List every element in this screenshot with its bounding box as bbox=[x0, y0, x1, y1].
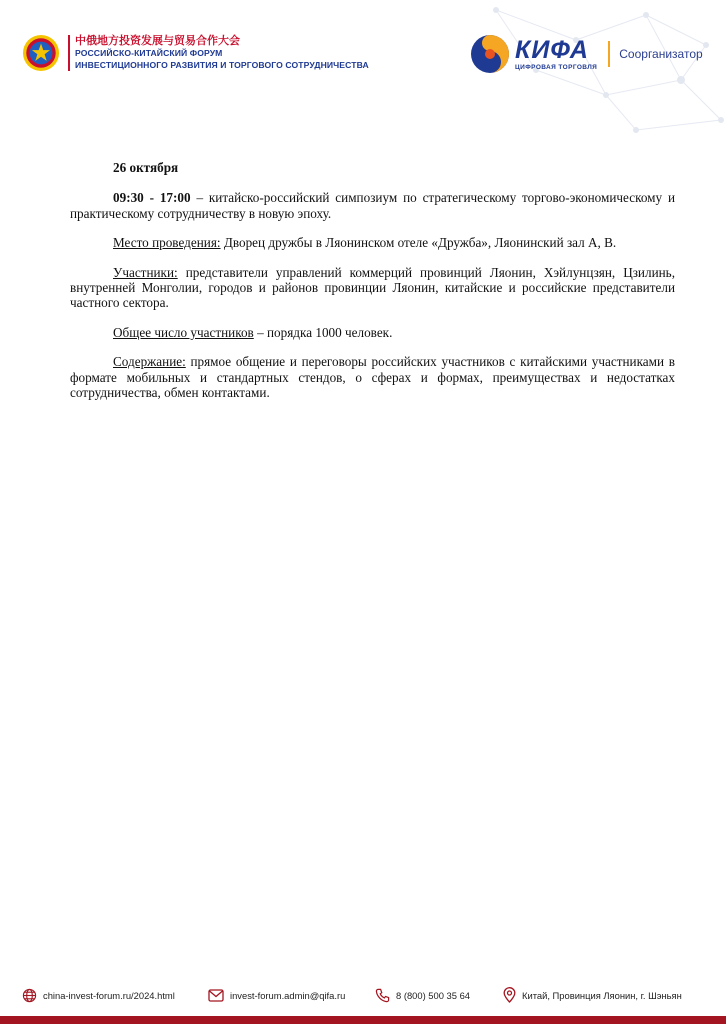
email-link[interactable]: invest-forum.admin@qifa.ru bbox=[230, 989, 346, 1001]
venue-paragraph bbox=[70, 235, 675, 250]
content-paragraph bbox=[70, 354, 675, 400]
venue-label: Место проведения: bbox=[113, 235, 221, 251]
total-paragraph bbox=[70, 325, 675, 340]
website-link[interactable]: china-invest-forum.ru/2024.html bbox=[43, 989, 175, 1001]
partner-tagline: ЦИФРОВАЯ ТОРГОВЛЯ bbox=[515, 64, 598, 71]
forum-emblem-icon bbox=[22, 34, 60, 72]
forum-title-russian-line2: ИНВЕСТИЦИОННОГО РАЗВИТИЯ И ТОРГОВОГО СОТРУДНИЧЕСТВА bbox=[75, 60, 369, 70]
partner-role: Соорганизатор bbox=[619, 47, 703, 61]
footer-website[interactable] bbox=[22, 988, 208, 1003]
total-label: Общее число участников bbox=[113, 324, 254, 340]
footer-address bbox=[503, 987, 682, 1003]
forum-title-russian-line1: РОССИЙСКО-КИТАЙСКИЙ ФОРУМ bbox=[75, 48, 223, 58]
footer-phone[interactable] bbox=[375, 988, 503, 1003]
event-description: – китайско-российский симпозиум по стратегическому торгово-экономическому и практическому сотрудничеству в новую эпоху. bbox=[70, 190, 675, 221]
partner-divider bbox=[608, 41, 610, 67]
forum-header bbox=[22, 34, 369, 72]
footer-email[interactable] bbox=[208, 989, 375, 1002]
content-text: прямое общение и переговоры российских участников с китайскими участниками в формате мобильных и стандартных стендов, о сферах и формах, преимуществах и недостатках сотрудничества, обмен контактами. bbox=[70, 354, 675, 401]
forum-title bbox=[75, 35, 369, 71]
participants-text: представители управлений коммерций провинций Ляонин, Хэйлунцзян, Цзилинь, внутренней Монголии, городов и районов провинции Ляонин, китайские и российские представители частного сектора. bbox=[70, 264, 675, 311]
event-date: 26 октября bbox=[113, 160, 179, 175]
participants-paragraph bbox=[70, 265, 675, 311]
phone-icon bbox=[375, 988, 390, 1003]
globe-icon bbox=[22, 988, 37, 1003]
phone-number[interactable]: 8 (800) 500 35 64 bbox=[396, 989, 471, 1001]
total-text: – порядка 1000 человек. bbox=[253, 324, 393, 340]
location-pin-icon bbox=[503, 987, 516, 1003]
header-divider bbox=[68, 35, 70, 71]
kifa-logo-icon bbox=[470, 34, 510, 74]
content-label: Содержание: bbox=[113, 354, 186, 370]
forum-title-chinese: 中俄地方投资发展与贸易合作大会 bbox=[75, 35, 240, 47]
partner-name: КИФА bbox=[515, 36, 589, 64]
address-text: Китай, Провинция Ляонин, г. Шэньян bbox=[522, 989, 682, 1001]
partner-header bbox=[470, 34, 703, 74]
participants-label: Участники: bbox=[113, 264, 178, 280]
envelope-icon bbox=[208, 989, 224, 1002]
venue-text: Дворец дружбы в Ляонинском отеле «Дружба», Ляонинский зал А, В. bbox=[220, 235, 617, 251]
document-body bbox=[70, 160, 675, 414]
footer-contacts bbox=[22, 987, 702, 1003]
event-time: 09:30 - 17:00 bbox=[113, 190, 191, 206]
partner-logo-text bbox=[515, 37, 597, 71]
footer-bar bbox=[0, 1016, 726, 1024]
schedule-paragraph bbox=[70, 190, 675, 221]
